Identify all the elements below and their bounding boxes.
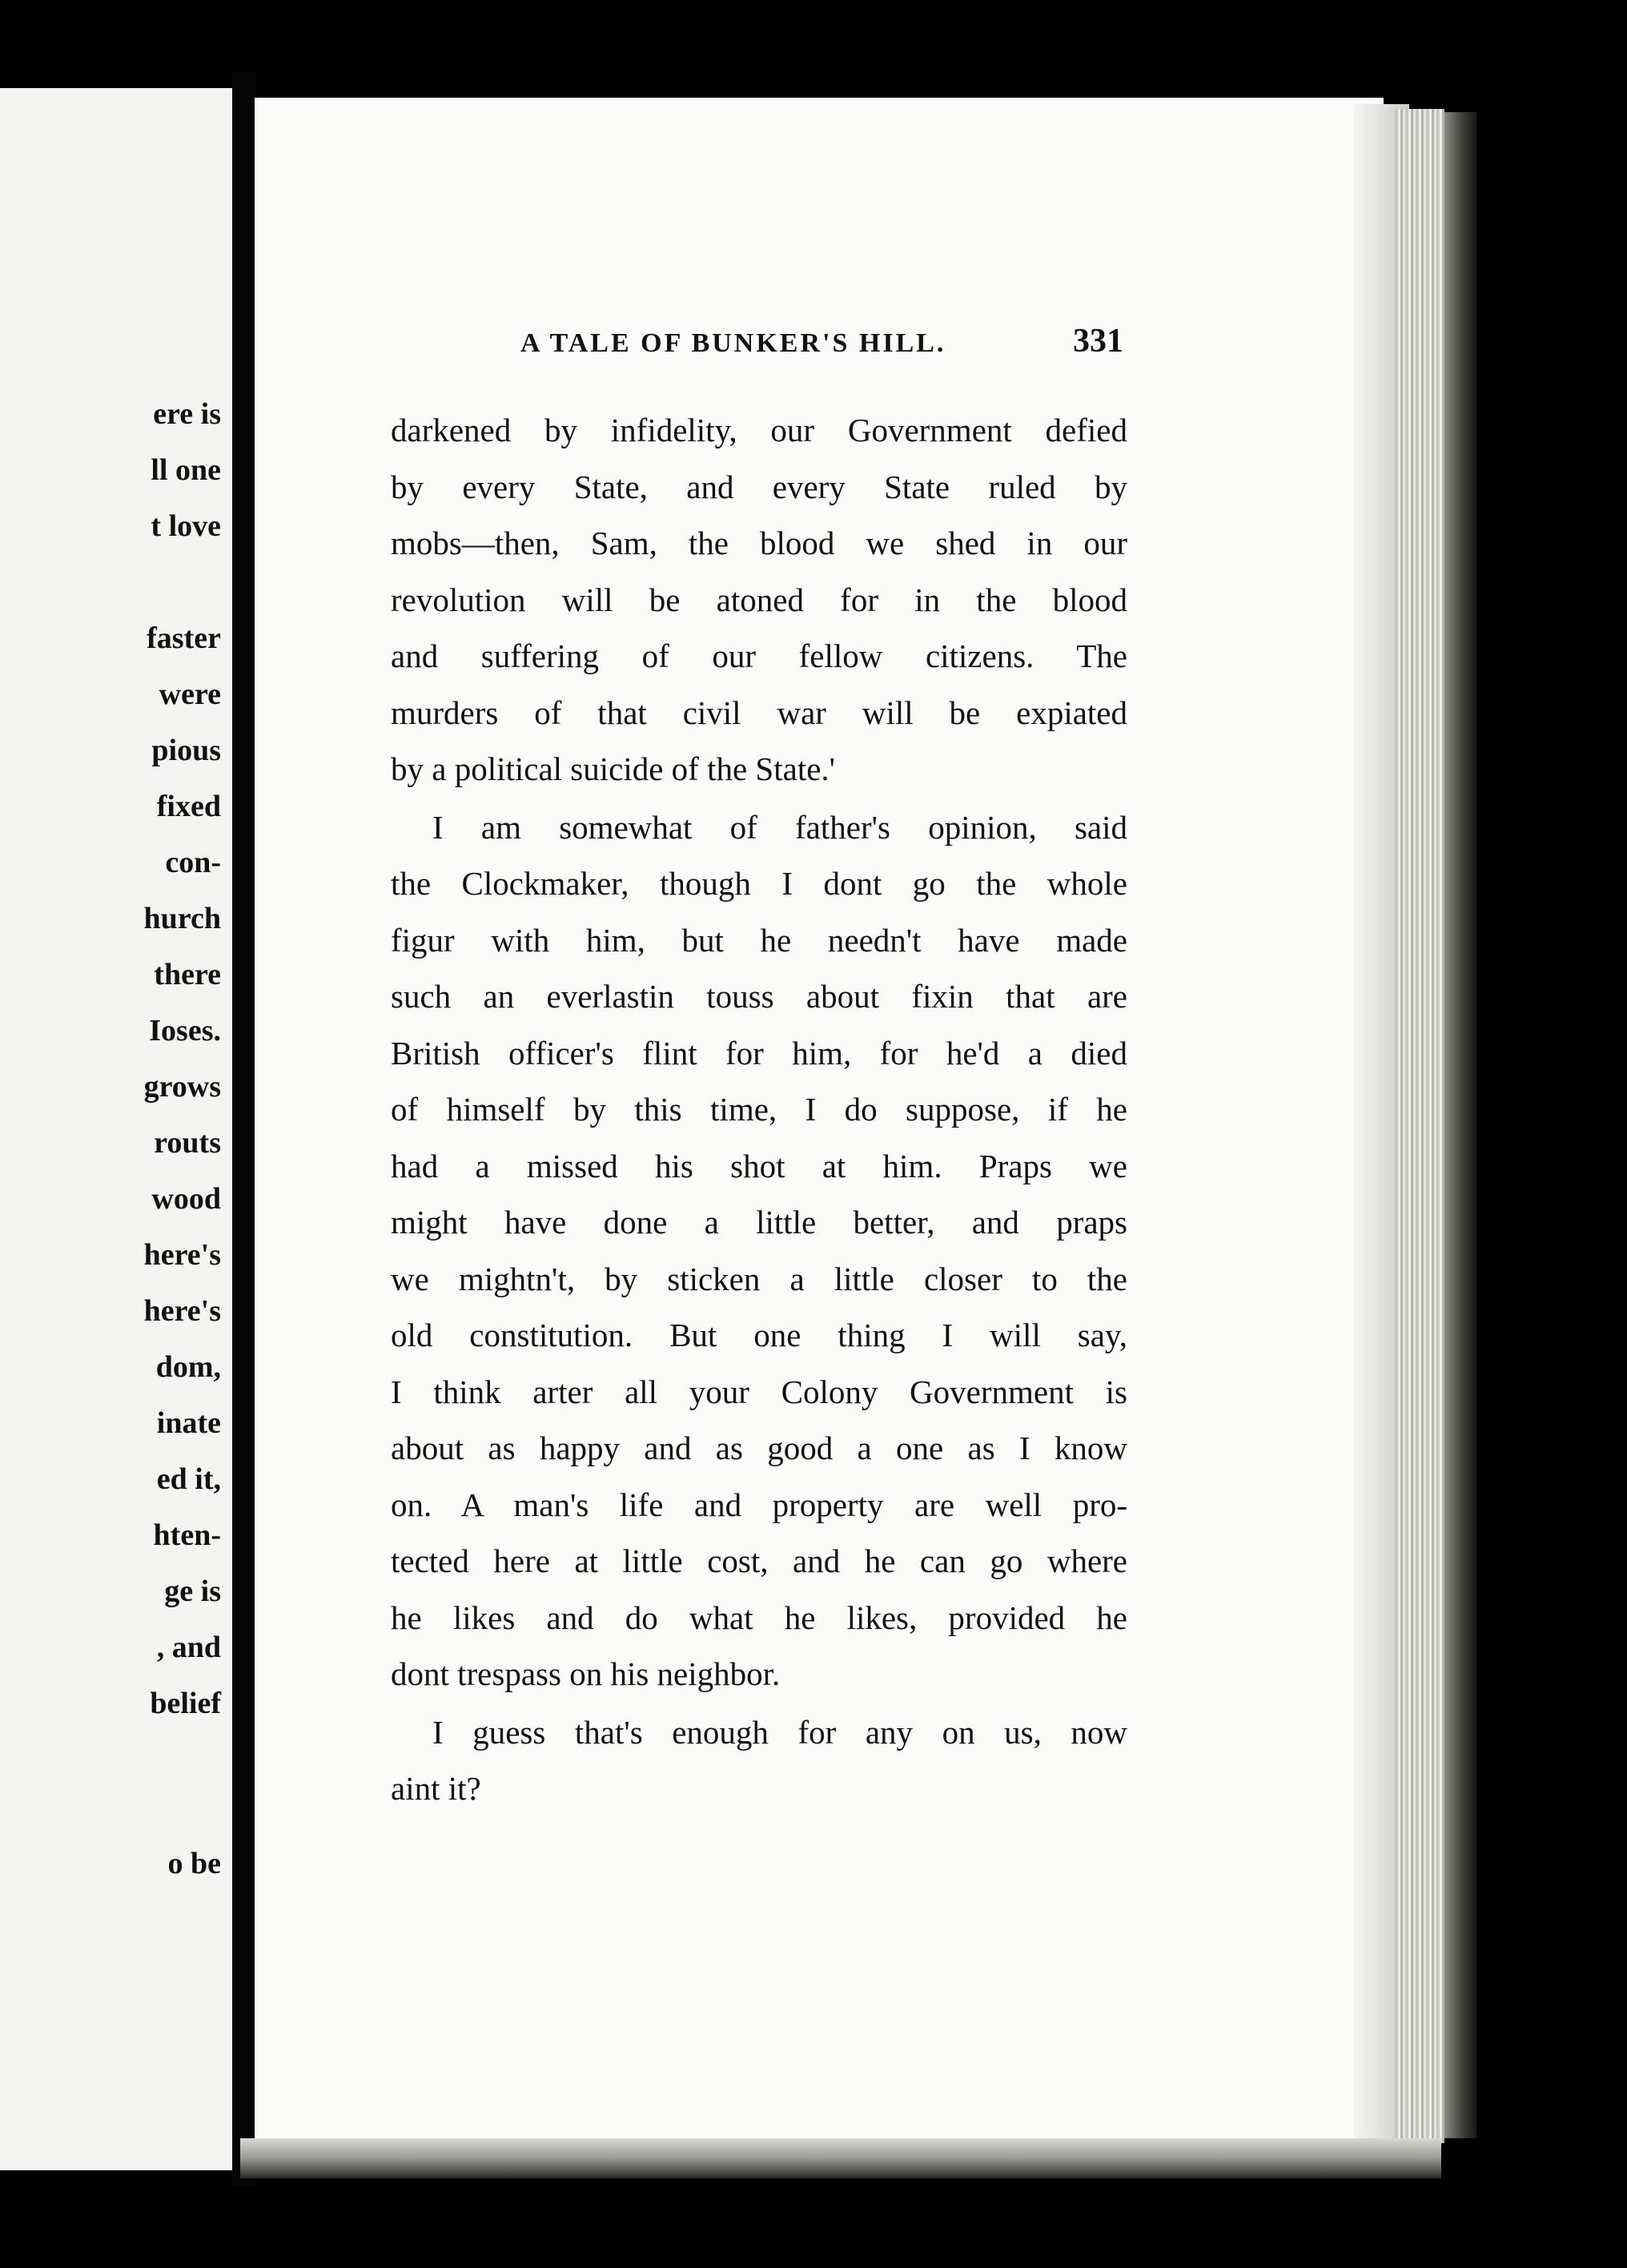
text-line: I guess that's enough for any on us, now (432, 1713, 1127, 1751)
left-line-fragment: routs (154, 1126, 221, 1160)
text-line: tected here at little cost, and he can go where (391, 1542, 1127, 1579)
left-line-fragment: Ioses. (149, 1014, 221, 1048)
text-line: he likes and do what he likes, provided he (391, 1598, 1127, 1636)
left-line-fragment: here's (143, 1294, 221, 1328)
left-line-fragment: fixed (156, 790, 221, 823)
paragraph (391, 799, 1127, 1703)
text-line: might have done a little better, and praps (391, 1204, 1127, 1241)
left-line-fragment: here's (143, 1238, 221, 1272)
body-text (391, 402, 1127, 1817)
page-number: 331 (1073, 323, 1123, 360)
left-line-fragment: grows (143, 1070, 221, 1104)
left-line-fragment: hurch (143, 902, 221, 935)
text-line: old constitution. But one thing I will say, (391, 1317, 1127, 1353)
book-gutter (232, 72, 256, 2186)
text-line: such an everlastin touss about fixin that are (391, 978, 1127, 1015)
left-line-fragment: con- (165, 846, 221, 879)
text-line: dont trespass on his neighbor. (391, 1655, 781, 1692)
left-line-fragment: there (154, 958, 221, 991)
left-line-fragment: pious (151, 734, 221, 767)
left-line-fragment: hten- (153, 1518, 221, 1552)
text-line: figur with him, but he needn't have made (391, 921, 1127, 959)
left-line-fragment: t love (151, 509, 221, 543)
text-line: revolution will be atoned for in the blood (391, 581, 1127, 618)
text-line: had a missed his shot at him. Praps we (391, 1147, 1127, 1184)
fore-edge-pages (1395, 109, 1444, 2143)
left-line-fragment: belief (150, 1687, 221, 1720)
left-line-fragment: ll one (151, 453, 221, 487)
left-line-fragment: were (159, 678, 221, 711)
left-line-fragment: inate (156, 1406, 221, 1440)
left-page (0, 88, 232, 2170)
text-line: about as happy and as good a one as I know (391, 1430, 1127, 1466)
text-line: darkened by infidelity, our Government defied (391, 412, 1127, 448)
text-line: on. A man's life and property are well pro- (391, 1486, 1127, 1523)
text-line: of himself by this time, I do suppose, if he (391, 1091, 1127, 1128)
text-line: and suffering of our fellow citizens. The (391, 637, 1127, 674)
text-line: aint it? (391, 1770, 481, 1807)
left-line-fragment: , and (156, 1631, 221, 1664)
left-line-fragment: ge is (164, 1574, 221, 1608)
text-line: I am somewhat of father's opinion, said (432, 808, 1127, 846)
text-line: the Clockmaker, though I dont go the whole (391, 865, 1127, 902)
running-head: A TALE OF BUNKER'S HILL. (520, 328, 946, 358)
left-line-fragment: dom, (155, 1350, 221, 1384)
paragraph (391, 1704, 1127, 1817)
text-line: murders of that civil war will be expiated (391, 694, 1127, 731)
text-line: I think arter all your Colony Government is (391, 1373, 1127, 1410)
left-line-fragment: o be (167, 1847, 221, 1880)
left-line-fragment: ere is (153, 397, 221, 431)
left-line-fragment: wood (151, 1182, 221, 1216)
text-line: mobs—then, Sam, the blood we shed in our (391, 525, 1127, 561)
text-line: by every State, and every State ruled by (391, 468, 1127, 505)
paragraph (391, 402, 1127, 798)
left-line-fragment: ed it, (156, 1462, 221, 1496)
text-line: by a political suicide of the State.' (391, 750, 836, 787)
bottom-page-edge (240, 2138, 1441, 2178)
book-cover-edge (1444, 112, 1476, 2138)
left-line-fragment: faster (147, 621, 221, 655)
text-line: we mightn't, by sticken a little closer to the (391, 1260, 1127, 1297)
text-line: British officer's flint for him, for he'd a died (391, 1034, 1127, 1072)
